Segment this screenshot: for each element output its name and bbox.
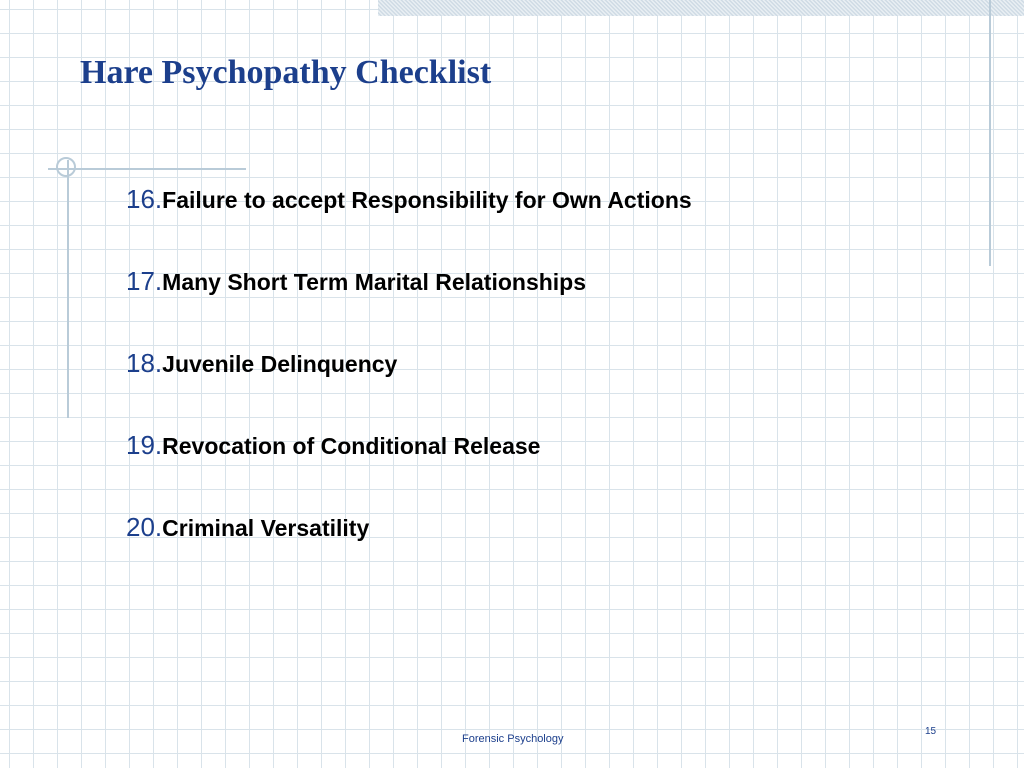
decorative-top-band (378, 0, 1024, 16)
item-number: 16. (126, 184, 163, 214)
decorative-right-rule (989, 0, 991, 266)
checklist-item (126, 348, 692, 430)
item-text: Criminal Versatility (162, 515, 370, 541)
item-text: Many Short Term Marital Relationships (162, 269, 587, 295)
footer-label: Forensic Psychology (462, 733, 564, 745)
item-number: 18. (126, 348, 163, 378)
checklist-item (126, 512, 692, 594)
checklist-item (126, 430, 692, 512)
item-number: 19. (126, 430, 163, 460)
item-text: Juvenile Delinquency (162, 351, 398, 377)
checklist-item (126, 184, 692, 266)
item-number: 20. (126, 512, 163, 542)
item-text: Failure to accept Responsibility for Own Actions (162, 187, 692, 213)
slide-title: Hare Psychopathy Checklist (80, 54, 492, 91)
decorative-left-rule (67, 160, 69, 418)
item-number: 17. (126, 266, 163, 296)
page-number: 15 (925, 726, 937, 737)
decorative-circle (56, 157, 76, 177)
decorative-horizontal-rule (48, 168, 246, 170)
item-text: Revocation of Conditional Release (162, 433, 541, 459)
checklist-item (126, 266, 692, 348)
checklist-items (126, 184, 692, 594)
